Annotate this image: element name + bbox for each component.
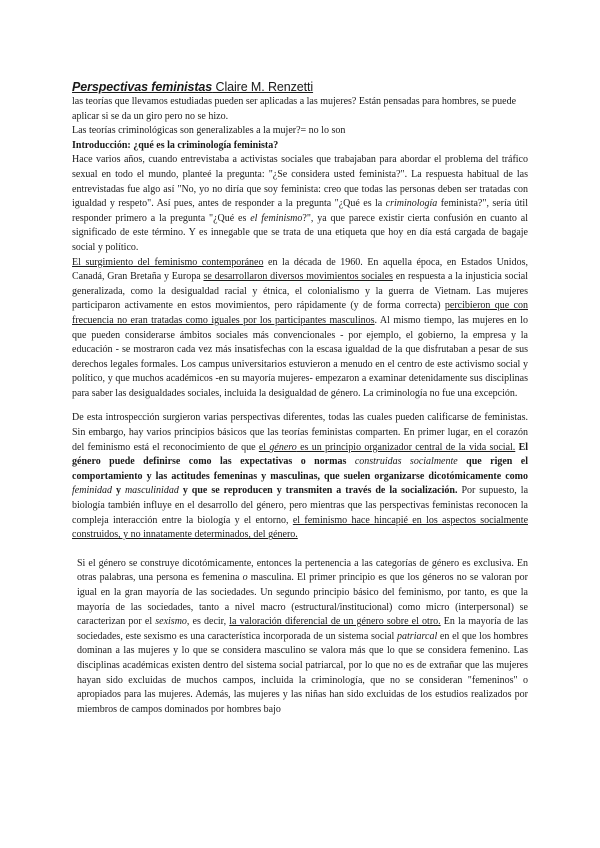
title-main: Perspectivas feministas bbox=[72, 80, 213, 94]
document-title bbox=[72, 80, 528, 94]
note-line-1: las teorías que llevamos estudiadas pueden ser aplicadas a las mujeres? Están pensadas para hombres, se puede aplicar si se da un giro pero no se hizo. bbox=[72, 96, 517, 122]
intro-paragraph-2: El surgimiento del feminismo contemporáneo en la década de 1960. En aquella época, en Estados Unidos, Canadá, Gran Bretaña y Europa se desarrollaron diversos movimientos sociales en respuesta a la injusticia social generalizada, como la desigualdad racial y étnica, el colonialismo y la guerra de Vietnam. Las mujeres participaron activamente en estos movimientos, pero rápidamente (y de forma correcta) percibieron que con frecuencia no eran tratadas como iguales por los participantes masculinos. Al mismo tiempo, las mujeres en lo que pueden considerarse ámbitos sociales más convencionales - por ejemplo, el gobierno, la empresa y la educación - se mostraron cada vez más insatisfechas con la escasa igualdad de la que disfrutaban a pesar de sus derechos legales formales. Los campus universitarios estuvieron a menudo en el centro de este activismo social y político, y que muchos académicos -en su mayoría mujeres- empezaron a examinar detenidamente sus disciplinas para saber las desigualdades sociales, incluida la desigualdad de género. La criminología no fue una excepción. bbox=[72, 256, 528, 399]
title-author: Claire M. Renzetti bbox=[215, 80, 314, 94]
note-line-2: Las teorías criminológicas son generalizables a la mujer?= no lo son bbox=[72, 125, 346, 137]
intro-heading: Introducción: ¿qué es la criminología feminista? bbox=[72, 139, 279, 151]
intro-paragraph-1: Hace varios años, cuando entrevistaba a activistas sociales que trabajaban para abordar el problema del tráfico sexual en todo el mundo, planteé la pregunta: "¿Se considera usted feminista?". La respuesta habitual de las entrevistadas fue algo así "No, yo no diría que soy feminista: creo que todas las personas deben ser tratadas con igualdad y respeto". Así pues, antes de responder a la pregunta "¿Qué es la criminología feminista?", sería útil responder primero a la pregunta "¿Qué es el feminismo?", ya que parece existir cierta confusión en cuanto al significado de este término. Y es innegable que se trata de una etiqueta que hoy en día está cargada de bagaje social y político. bbox=[72, 154, 528, 253]
section-3-paragraph: Si el género se construye dicotómicamente, entonces la pertenencia a las categorías de género es exclusiva. En otras palabras, una persona es femenina o masculina. El primer principio es que los géneros no se valoran por igual en la gran mayoría de las sociedades. Un segundo principio básico del feminismo, por tanto, es que la mayoría de las sociedades, tanto a nivel macro (estructural/institucional) como micro (interpersonal) se caracterizan por el sexismo, es decir, la valoración diferencial de un género sobre el otro. En la mayoría de las sociedades, este sexismo es una característica incorporada de un sistema social patriarcal en el que los hombres dominan a las mujeres y lo que se considera masculino se valora más que lo que se considera femenino. Las disciplinas académicas existen dentro del sistema social patriarcal, por lo que no es de extrañar que las mujeres hayan sido excluidas de muchos campos, incluida la criminología, que no se consideran "femeninos" o apropiados para las mujeres. Además, las mujeres y las niñas han sido excluidas de los estudios realizados por miembros de campos dominados por hombres bajo bbox=[77, 557, 528, 715]
section-2-paragraph: De esta introspección surgieron varias perspectivas diferentes, todas las cuales pueden calificarse de feministas. Sin embargo, hay varios principios básicos que las teorías feministas comparten. En primer lugar, en el corazón del feminismo está el reconocimiento de que el género es un principio organizador central de la vida social. El género puede definirse como las expectativas o normas construidas socialmente que rigen el comportamiento y las actitudes femeninas y masculinas, que suelen organizarse dicotómicamente como feminidad y masculinidad y que se reproducen y transmiten a través de la socialización. Por supuesto, la biología también influye en el desarrollo del género, pero mientras que las perspectivas feministas reconocen la compleja interacción entre la biología y el entorno, el feminismo hace hincapié en los aspectos socialmente construidos, y no innatamente determinados, del género. bbox=[72, 412, 529, 541]
document-page bbox=[72, 80, 528, 717]
